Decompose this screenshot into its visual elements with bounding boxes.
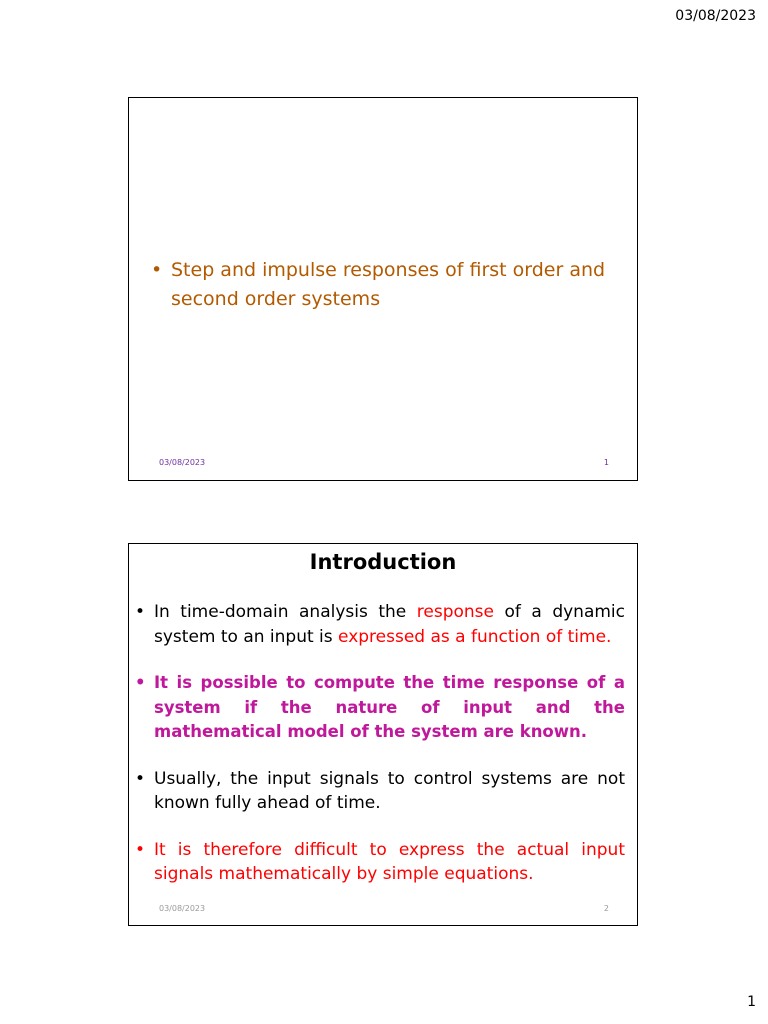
- list-item: [135, 600, 625, 649]
- slide-2-footer-date: 03/08/2023: [159, 904, 206, 913]
- list-item-text: It is therefore difficult to express the actual input signals mathematically by simple equations.: [154, 839, 625, 884]
- list-item: [135, 767, 625, 816]
- list-item-text: Usually, the input signals to control systems are not known fully ahead of time.: [154, 768, 625, 813]
- list-item: [135, 671, 625, 745]
- slide-1-footer-date: 03/08/2023: [159, 458, 206, 467]
- slide-1-bullet-text: Step and impulse responses of first order and second order systems: [171, 259, 606, 310]
- bullet-icon: •: [135, 768, 146, 789]
- slide-2-bullet-list: [135, 600, 625, 909]
- page-date: 03/08/2023: [675, 8, 756, 24]
- highlight-text: expressed as a function of time.: [338, 626, 612, 647]
- text-run: of a dynamic system to an input is: [154, 602, 625, 647]
- slide-2: [128, 543, 638, 926]
- page-number: 1: [747, 994, 756, 1010]
- slide-1-footer-number: 1: [603, 458, 609, 467]
- highlight-text: response: [416, 602, 494, 622]
- slide-2-footer-number: 2: [603, 904, 609, 913]
- list-item: [135, 838, 625, 887]
- list-item-text: It is possible to compute the time response of a system if the nature of input and the mathematical model of the system are known.: [154, 673, 625, 741]
- bullet-icon: •: [151, 259, 163, 281]
- slide-1: [128, 97, 638, 481]
- bullet-icon: •: [135, 839, 146, 860]
- slide-2-title: Introduction: [309, 550, 457, 574]
- text-run: In time-domain analysis the: [154, 602, 417, 622]
- bullet-icon: •: [135, 673, 146, 692]
- list-item-text: [154, 600, 625, 649]
- slide-1-bullet: [151, 256, 611, 314]
- bullet-icon: •: [135, 602, 146, 622]
